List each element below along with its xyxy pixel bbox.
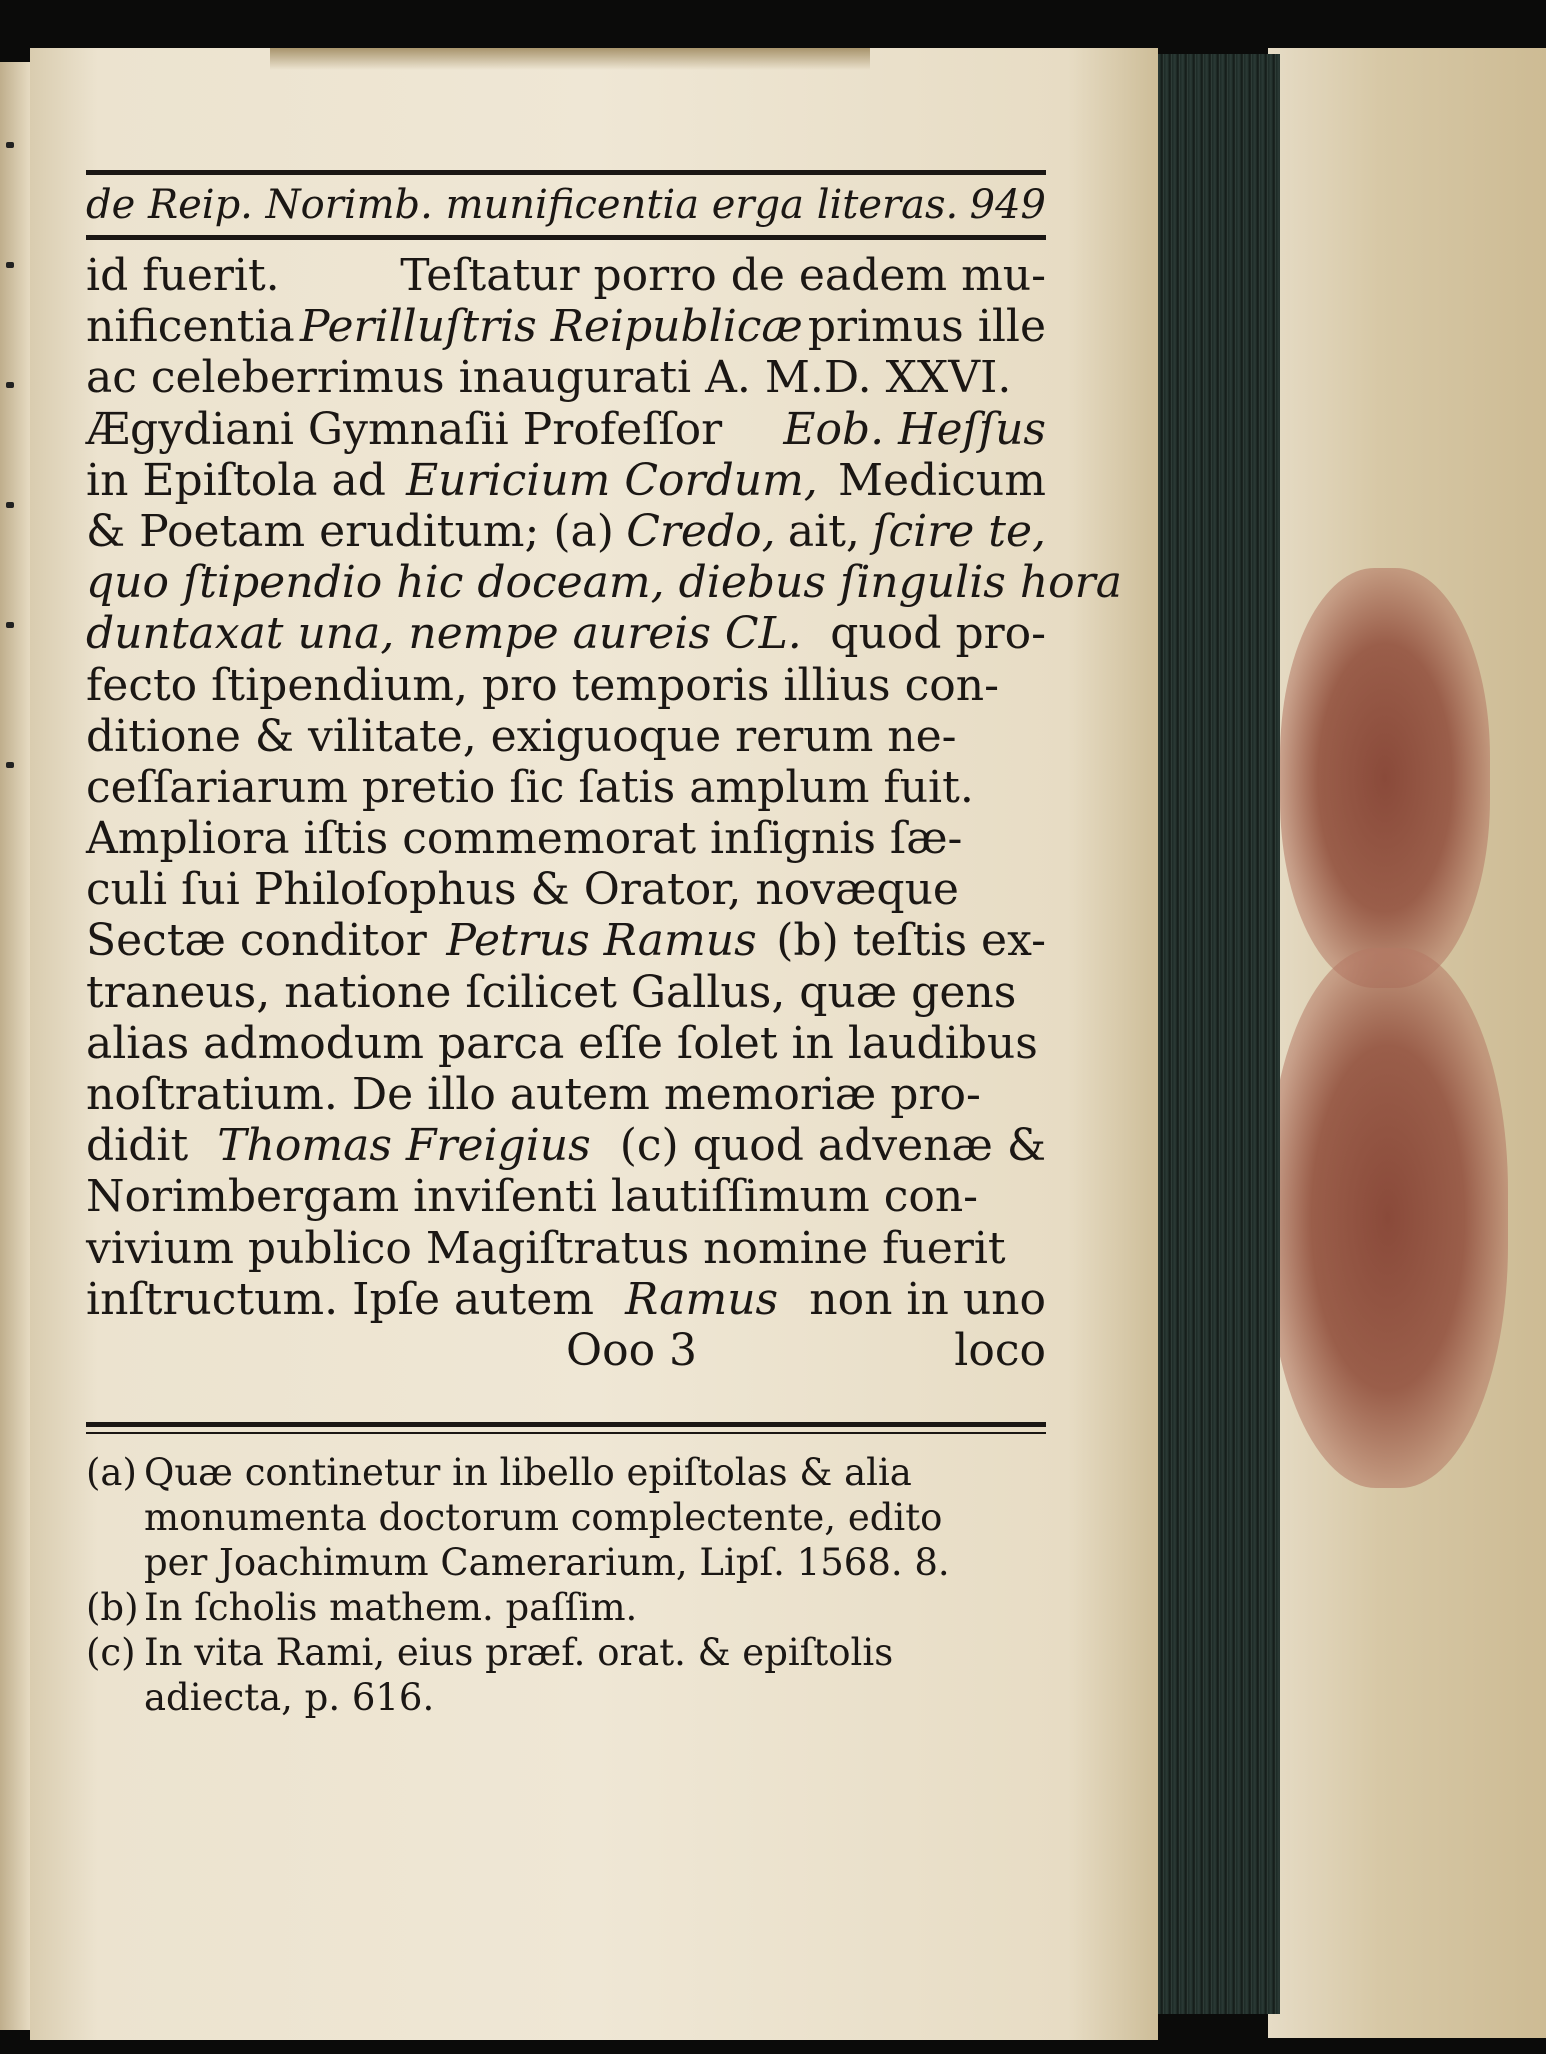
text-line: culi ſui Philoſophus & Orator, novæque [86,864,959,916]
footnote-a-cont: monumenta doctorum complectente, edito [144,1495,943,1539]
text-line: Sectæ conditor Petrus Ramus (b) teſtis ex- [86,915,1046,967]
text-line: Norimbergam inviſenti lautiſſimum con- [86,1171,979,1223]
text-line: id fuerit. Teſtatur porro de eadem mu- [86,250,1046,301]
running-head-title: de Reip. Norimb. munificentia erga literas. [86,182,959,228]
gutter-mark [6,502,14,508]
main-text [86,250,1122,1325]
text-line: nificentia Perilluſtris Reipublicæ primus ille [86,301,1046,353]
stain [1268,948,1508,1488]
text-line: didit Thomas Freigius (c) quod advenæ & [86,1120,1046,1172]
gutter-mark [6,142,14,148]
gutter-mark [6,262,14,268]
text-line: & Poetam eruditum; (a) Credo, ait, ſcire te, [86,505,1046,557]
catchword: loco [954,1324,1046,1376]
page-content [86,170,1122,1720]
text-line: ceſſariarum pretio ſic ſatis amplum fuit. [86,761,974,813]
running-head [86,175,1046,235]
text-line: Ampliora iſtis commemorat inſignis ſæ- [86,813,963,865]
signature-line [86,1325,1046,1376]
footnote-c: (c) In vita Rami, eius præf. orat. & epiſtolis [86,1630,894,1674]
text-line: duntaxat una, nempe aureis CL. quod pro- [86,608,1046,660]
footnote-a-cont: per Joachimum Camerarium, Lipſ. 1568. 8. [144,1540,950,1584]
footnote-b: (b) In ſcholis mathem. paſſim. [86,1585,638,1629]
footnotes [86,1450,1046,1720]
stain [1280,568,1490,988]
footnote-rule-thin [86,1432,1046,1434]
text-line: in Epiſtola ad Euricium Cordum, Medicum [86,454,1046,506]
text-line: ditione & vilitate, exiguoque rerum ne- [86,710,957,762]
text-line: fecto ſtipendium, pro temporis illius con- [86,659,999,711]
gutter-mark [6,382,14,388]
header-rule-bottom [86,235,1046,240]
text-line: Ægydiani Gymnaſii Profeſſor Eob. Heſſus [86,403,1046,455]
page-wear [270,48,870,70]
page-block-edge [1140,54,1280,2014]
text-line: inſtructum. Ipſe autem Ramus non in uno [86,1273,1046,1325]
text-line: vivium publico Magiſtratus nomine fuerit [86,1222,1006,1274]
text-line: quo ſtipendio hic doceam, diebus ſingulis hora [86,557,1122,609]
text-line: alias admodum parca eſſe ſolet in laudibus [86,1017,1038,1069]
gutter-mark [6,762,14,768]
footnote-rule [86,1422,1046,1427]
footnote-c-cont: adiecta, p. 616. [144,1675,435,1719]
page-number: 949 [969,182,1046,228]
book-cover-board [1268,48,1546,2038]
signature-mark: Ooo 3 [566,1324,698,1376]
text-line: traneus, natione ſcilicet Gallus, quæ gens [86,966,1017,1018]
facing-page-edge [0,62,30,2030]
text-line: ac celeberrimus inaugurati A. M.D. XXVI. [86,352,1012,404]
text-line: noſtratium. De illo autem memoriæ pro- [86,1069,981,1120]
footnote-a: (a) Quæ continetur in libello epiſtolas & alia [86,1450,912,1494]
gutter-mark [6,622,14,628]
